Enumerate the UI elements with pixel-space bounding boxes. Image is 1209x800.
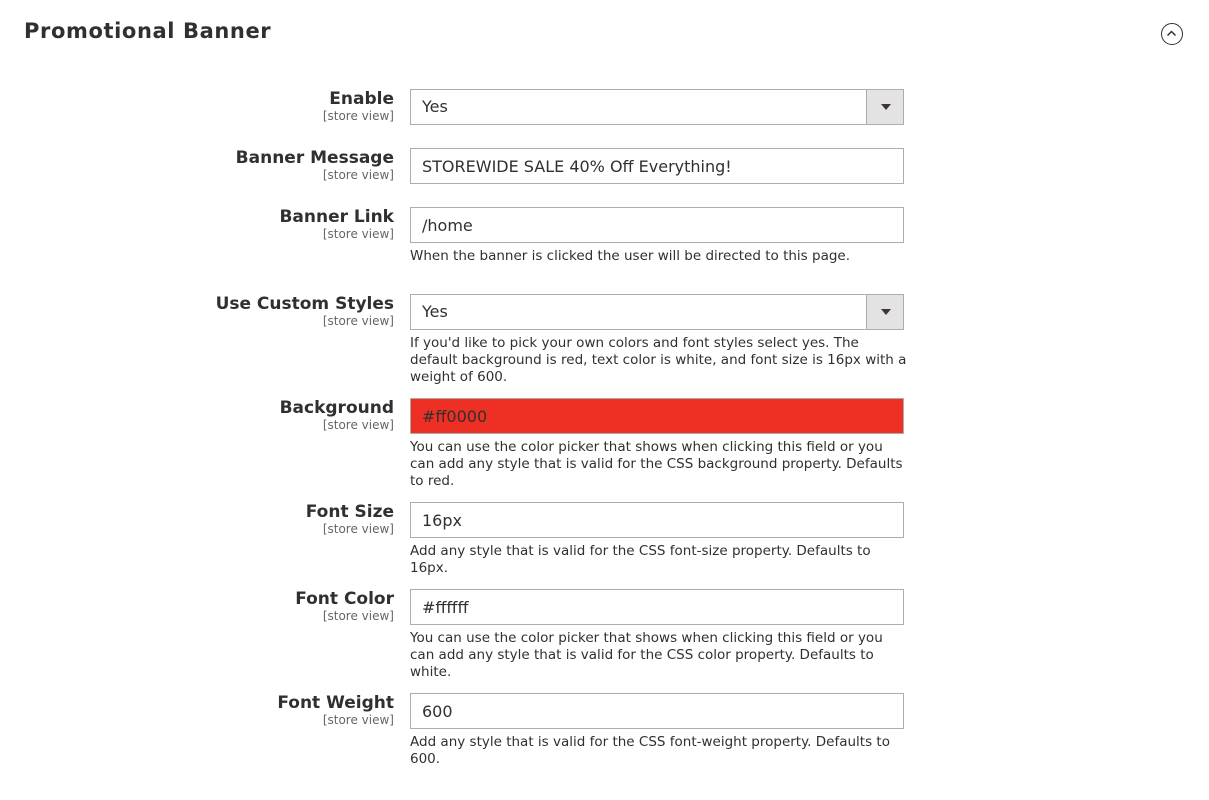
background-label <box>280 398 394 432</box>
background-scope: [store view] <box>322 418 394 432</box>
font-weight-label-text: Font Weight <box>277 693 394 713</box>
banner-link-input[interactable] <box>410 207 904 243</box>
enable-select[interactable] <box>410 89 904 125</box>
banner-message-label <box>236 148 394 182</box>
font-color-note: You can use the color picker that shows when clicking this field or you can add any style that is valid for the CSS color property. Defaults to white. <box>410 630 883 680</box>
use-custom-styles-select[interactable] <box>410 294 904 330</box>
font-weight-input[interactable] <box>410 693 904 729</box>
banner-message-input[interactable] <box>410 148 904 184</box>
collapse-button[interactable] <box>1161 23 1183 45</box>
dropdown-arrow-icon[interactable] <box>866 90 903 124</box>
use-custom-styles-label <box>216 294 394 328</box>
font-size-label <box>306 502 394 536</box>
font-color-scope: [store view] <box>322 609 394 623</box>
font-color-label <box>295 589 394 623</box>
use-custom-styles-label-text: Use Custom Styles <box>215 294 394 314</box>
section-title: Promotional Banner <box>24 19 272 43</box>
use-custom-styles-note: If you'd like to pick your own colors and font styles select yes. The default background is red, text color is white, and font size is 16px with a weight of 600. <box>410 335 907 385</box>
banner-message-label-text: Banner Message <box>235 148 394 168</box>
background-label-text: Background <box>279 398 394 418</box>
enable-scope: [store view] <box>322 109 394 123</box>
font-size-input[interactable] <box>410 502 904 538</box>
use-custom-styles-select-value: Yes <box>422 302 448 321</box>
font-size-label-text: Font Size <box>305 502 394 522</box>
font-size-note: Add any style that is valid for the CSS font-size property. Defaults to 16px. <box>410 543 871 576</box>
font-size-scope: [store view] <box>322 522 394 536</box>
font-color-input[interactable] <box>410 589 904 625</box>
enable-label-text: Enable <box>329 89 394 109</box>
banner-link-note: When the banner is clicked the user will be directed to this page. <box>410 248 851 264</box>
banner-link-scope: [store view] <box>322 227 394 241</box>
enable-label <box>323 89 394 123</box>
section-header[interactable] <box>0 0 1209 70</box>
use-custom-styles-scope: [store view] <box>322 314 394 328</box>
background-note: You can use the color picker that shows when clicking this field or you can add any style that is valid for the CSS background property. Defaults to red. <box>410 439 903 489</box>
chevron-up-icon <box>1166 29 1177 38</box>
font-weight-note: Add any style that is valid for the CSS font-weight property. Defaults to 600. <box>410 734 890 767</box>
font-weight-label <box>277 693 394 727</box>
enable-select-value: Yes <box>422 97 448 116</box>
background-color-input[interactable] <box>410 398 904 434</box>
banner-link-label <box>279 207 394 241</box>
font-color-label-text: Font Color <box>295 589 394 609</box>
banner-link-label-text: Banner Link <box>279 207 394 227</box>
banner-message-scope: [store view] <box>322 168 394 182</box>
font-weight-scope: [store view] <box>322 713 394 727</box>
dropdown-arrow-icon[interactable] <box>866 295 903 329</box>
